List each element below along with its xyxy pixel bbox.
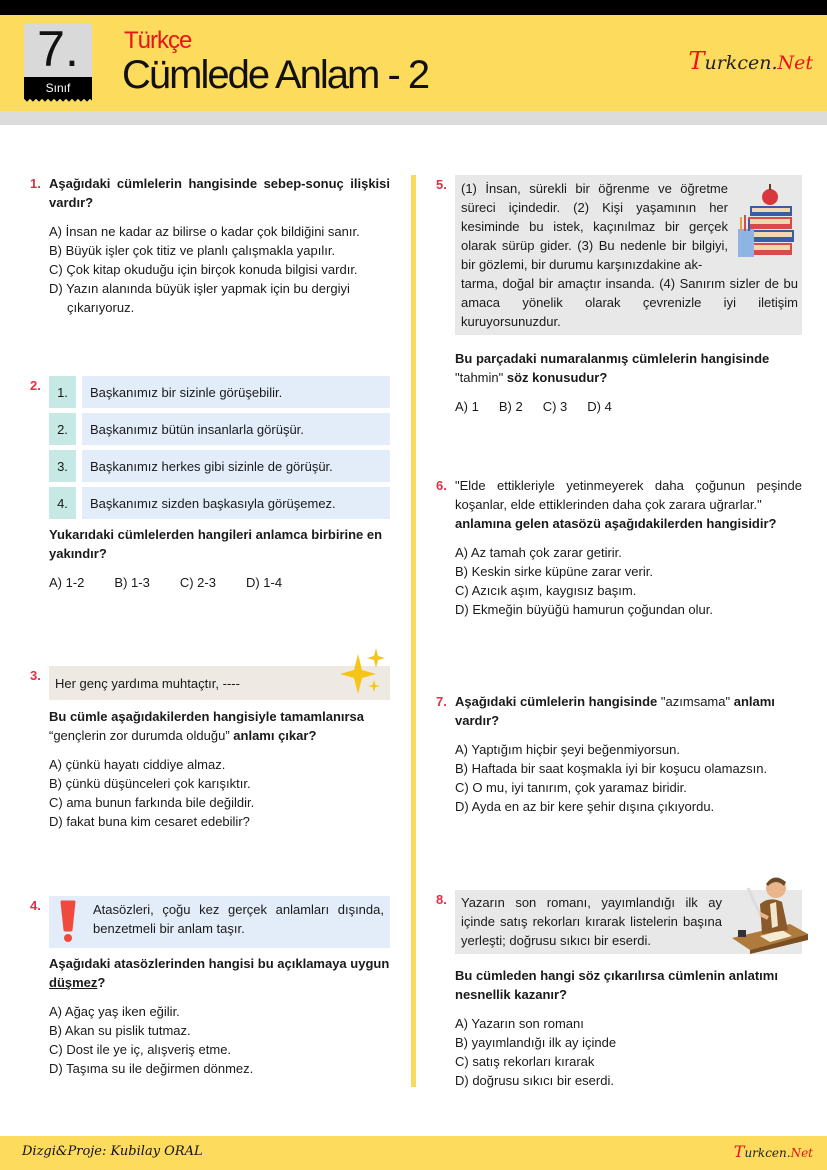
option-d[interactable]: D) 1-4 — [245, 575, 283, 590]
option-b[interactable]: B) Akan su pislik tutmaz. — [49, 1023, 191, 1038]
statement-row — [49, 487, 390, 519]
option-b[interactable]: B) Haftada bir saat koşmakla iyi bir koşucu olamazsın. — [455, 761, 768, 776]
question-stem: Bu cümle aşağıdakilerden hangisiyle tamamlanırsa “gençlerin zor durumda olduğu” anlamı çıkar? — [49, 709, 365, 743]
question-number: 5. — [436, 177, 447, 192]
statement-row — [49, 376, 390, 408]
question-stem: Bu parçadaki numaralanmış cümlelerin hangisinde "tahmin" söz konusudur? — [455, 351, 770, 385]
option-b[interactable]: B) 2 — [498, 399, 523, 414]
page-footer — [0, 1136, 827, 1170]
question-number: 4. — [30, 898, 41, 913]
option-c[interactable]: C) 2-3 — [179, 575, 216, 590]
grade-label: Sınıf — [24, 77, 92, 99]
note-box — [49, 896, 390, 948]
question-number: 1. — [30, 176, 41, 191]
question-number: 3. — [30, 668, 41, 683]
quote-text: "Elde ettikleriyle yetinmeyerek daha çoğunun peşinde koşanlar, elde ettiklerinden daha çok zarara uğrarlar." — [455, 478, 802, 512]
prompt-box — [49, 666, 390, 700]
option-d[interactable]: D) Ekmeğin büyüğü hamurun çoğundan olur. — [455, 602, 713, 617]
option-d[interactable]: D) fakat buna kim cesaret edebilir? — [49, 814, 250, 829]
question-stem: anlamına gelen atasözü aşağıdakilerden hangisidir? — [455, 516, 777, 531]
option-d[interactable]: D) 4 — [587, 399, 612, 414]
header-gray-band — [0, 111, 827, 125]
passage-text: Yazarın son romanı, yayımlandığı ilk ay içinde satış rekorları kırarak listelerin başına yerleşti; doğrusu sıkıcı bir eserdi. — [461, 895, 722, 948]
question-number: 2. — [30, 378, 41, 393]
books-apple-icon — [732, 179, 798, 261]
note-text: Atasözleri, çoğu kez gerçek anlamları dışında, benzetmeli bir anlam taşır. — [93, 902, 384, 936]
passage-box — [455, 175, 802, 335]
option-a[interactable]: A) çünkü hayatı ciddiye almaz. — [49, 757, 226, 772]
site-logo[interactable]: Turkcen.Net — [688, 47, 813, 75]
column-divider — [411, 175, 416, 1087]
options-list — [49, 1002, 390, 1078]
option-b[interactable]: B) çünkü düşünceleri çok karışıktır. — [49, 776, 251, 791]
options-list — [455, 397, 802, 416]
option-a[interactable]: A) İnsan ne kadar az bilirse o kadar çok bildiğini sanır. — [49, 224, 360, 239]
statement-text: Başkanımız bütün insanlarla görüşür. — [82, 413, 390, 445]
option-d[interactable]: D) Ayda en az bir kere şehir dışına çıkıyordu. — [455, 799, 715, 814]
top-black-bar — [0, 0, 827, 15]
statement-number: 4. — [49, 487, 76, 519]
statement-text: Başkanımız herkes gibi sizinle de görüşür. — [82, 450, 390, 482]
question-stem: Aşağıdaki cümlelerin hangisinde sebep-sonuç ilişkisi vardır? — [49, 176, 390, 210]
statement-row — [49, 450, 390, 482]
statement-text: Başkanımız sizden başkasıyla görüşemez. — [82, 487, 390, 519]
option-a[interactable]: A) 1-2 — [49, 575, 85, 590]
question-number: 7. — [436, 694, 447, 709]
question-1 — [30, 174, 390, 317]
sparkle-icon — [338, 646, 386, 698]
option-a[interactable]: A) Ağaç yaş iken eğilir. — [49, 1004, 180, 1019]
question-6 — [436, 476, 802, 619]
option-b[interactable]: B) Büyük işler çok titiz ve planlı çalışmakla yapılır. — [49, 243, 336, 258]
prompt-text: Her genç yardıma muhtaçtır, ---- — [55, 676, 240, 691]
options-list — [49, 222, 390, 317]
question-number: 6. — [436, 478, 447, 493]
question-7 — [436, 692, 802, 816]
option-c[interactable]: C) ama bunun farkında bile değildir. — [49, 795, 255, 810]
option-c[interactable]: C) Çok kitap okuduğu için birçok konuda bilgisi vardır. — [49, 262, 358, 277]
statement-number: 2. — [49, 413, 76, 445]
passage-box — [455, 890, 802, 954]
footer-logo[interactable]: Turkcen.Net — [733, 1142, 813, 1161]
question-4 — [30, 896, 390, 1078]
option-a[interactable]: A) Yaptığım hiçbir şeyi beğenmiyorsun. — [455, 742, 680, 757]
question-number: 8. — [436, 892, 447, 907]
option-b[interactable]: B) Keskin sirke küpüne zarar verir. — [455, 564, 653, 579]
page-title: Cümlede Anlam - 2 — [122, 53, 429, 97]
subject-label: Türkçe — [124, 27, 192, 54]
writer-illustration-icon — [730, 868, 810, 954]
question-2 — [30, 376, 390, 592]
statement-number: 1. — [49, 376, 76, 408]
option-c[interactable]: C) satış rekorları kırarak — [455, 1054, 595, 1069]
option-d[interactable]: D) Taşıma su ile değirmen dönmez. — [49, 1061, 254, 1076]
option-a[interactable]: A) 1 — [455, 399, 479, 414]
footer-credit: Dizgi&Proje: Kubilay ORAL — [22, 1144, 203, 1159]
option-a[interactable]: A) Az tamah çok zarar getirir. — [455, 545, 622, 560]
question-stem: Bu cümleden hangi söz çıkarılırsa cümlenin anlatımı nesnellik kazanır? — [455, 968, 778, 1002]
question-3 — [30, 666, 390, 831]
zigzag-edge — [24, 99, 92, 105]
question-stem: Aşağıdaki cümlelerin hangisinde "azımsama" anlamı vardır? — [455, 694, 775, 728]
option-b[interactable]: B) 1-3 — [114, 575, 150, 590]
option-b[interactable]: B) yayımlandığı ilk ay içinde — [455, 1035, 617, 1050]
grade-badge — [24, 23, 92, 105]
page-header — [0, 15, 827, 111]
statement-number: 3. — [49, 450, 76, 482]
option-c[interactable]: C) 3 — [542, 399, 568, 414]
option-c[interactable]: C) O mu, iyi tanırım, çok yaramaz biridir. — [455, 780, 687, 795]
question-stem: Aşağıdaki atasözlerinden hangisi bu açıklamaya uygun düşmez? — [49, 956, 390, 990]
passage-text-bottom: tarma, doğal bir amaçtır insanda. (4) Sanırım sizler de bu amaca yönelik olarak çevrenizle iyi iletişim kuruyorsunuzdur. — [461, 276, 798, 329]
options-list — [455, 740, 802, 816]
options-list — [455, 543, 802, 619]
question-5 — [436, 175, 802, 416]
passage-text-top: (1) İnsan, sürekli bir öğrenme ve öğretme süreci içindedir. (2) Kişi yaşamının her kesiminde bu istek, kaçınılmaz bir gerçek olarak sürüp gider. (3) Bu nedenle bir bilgiyi, bir gözlemi, bir durumu karşınızdakine ak- — [461, 181, 728, 272]
option-c[interactable]: C) Azıcık aşım, kaygısız başım. — [455, 583, 637, 598]
question-stem: Yukarıdaki cümlelerden hangileri anlamca birbirine en yakındır? — [49, 527, 383, 561]
statement-text: Başkanımız bir sizinle görüşebilir. — [82, 376, 390, 408]
question-8 — [436, 890, 802, 1090]
options-list — [49, 573, 390, 592]
option-c[interactable]: C) Dost ile ye iç, alışveriş etme. — [49, 1042, 232, 1057]
options-list — [455, 1014, 802, 1090]
option-a[interactable]: A) Yazarın son romanı — [455, 1016, 584, 1031]
grade-number: 7. — [24, 23, 92, 77]
exclamation-icon — [53, 900, 83, 944]
options-list — [49, 755, 390, 831]
statement-row — [49, 413, 390, 445]
option-d[interactable]: D) doğrusu sıkıcı bir eserdi. — [455, 1073, 614, 1088]
option-d[interactable]: D) Yazın alanında büyük işler yapmak için bu dergiyi çıkarıyoruz. — [49, 281, 350, 315]
